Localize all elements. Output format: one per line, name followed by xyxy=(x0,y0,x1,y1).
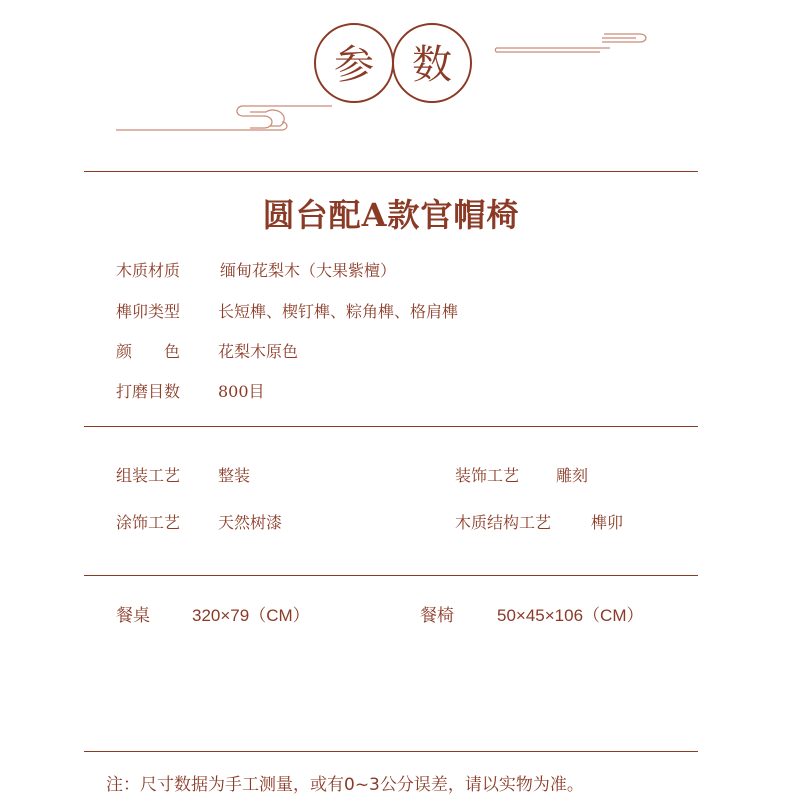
header-char-2: 数 xyxy=(412,41,452,88)
spec-label-color: 颜 色 xyxy=(116,342,181,361)
spec-value-color: 花梨木原色 xyxy=(218,342,299,361)
measurement-note: 注：尺寸数据为手工测量，或有0~3公分误差，请以实物为准。 xyxy=(106,775,584,795)
header-char-1: 参 xyxy=(334,41,374,88)
dimension-value-table: 320×79（CM） xyxy=(192,606,310,625)
product-title: 圆台配A款官帽椅 xyxy=(262,196,520,234)
craft-label-structure: 木质结构工艺 xyxy=(455,513,552,532)
divider-top xyxy=(84,171,698,172)
spec-value-material: 缅甸花梨木（大果紫檀） xyxy=(220,261,397,280)
dimension-value-chair: 50×45×106（CM） xyxy=(497,606,644,625)
divider-dimensions xyxy=(84,751,698,752)
craft-value-decoration: 雕刻 xyxy=(556,466,589,485)
divider-specs xyxy=(84,426,698,427)
spec-label-joinery: 榫卯类型 xyxy=(116,302,181,321)
dimension-label-chair: 餐椅 xyxy=(420,606,454,626)
divider-crafts xyxy=(84,575,698,576)
craft-value-coating: 天然树漆 xyxy=(218,513,283,532)
craft-label-coating: 涂饰工艺 xyxy=(116,513,181,532)
header-circle-shu xyxy=(392,23,472,103)
dimension-label-table: 餐桌 xyxy=(116,606,150,626)
spec-label-material: 木质材质 xyxy=(116,261,181,280)
cloud-decoration-right xyxy=(490,30,660,62)
craft-value-structure: 榫卯 xyxy=(591,513,624,532)
craft-value-assembly: 整装 xyxy=(218,466,251,485)
spec-value-polish: 800目 xyxy=(218,382,265,401)
spec-value-joinery: 长短榫、楔钉榫、粽角榫、格肩榫 xyxy=(218,302,459,321)
spec-label-polish: 打磨目数 xyxy=(116,382,181,401)
header-circle-can xyxy=(314,23,394,103)
craft-label-decoration: 装饰工艺 xyxy=(455,466,520,485)
cloud-decoration-left xyxy=(112,100,337,136)
craft-label-assembly: 组装工艺 xyxy=(116,466,181,485)
